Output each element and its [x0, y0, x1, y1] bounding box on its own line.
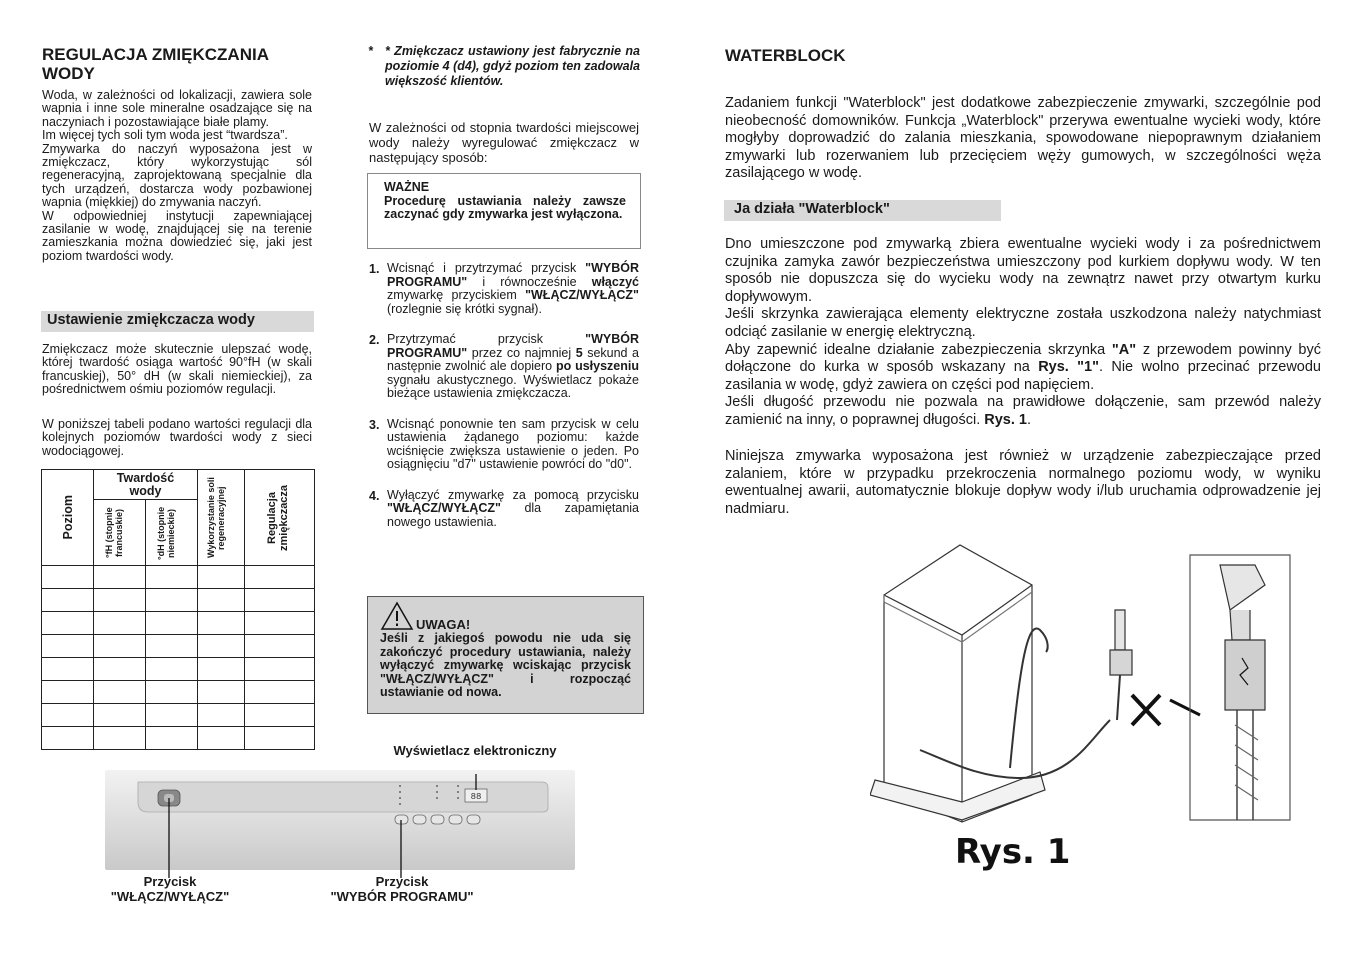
softener-setting-text: Zmiękczacz może skutecznie ulepszać wodę, której twardość osiąga wartość 90°fH (w skali francuskiej), 50° dH (w skali niemieckiej), za pośrednictwem ośmiu poziomów regulacji. [42, 342, 312, 397]
waterblock-intro-text: Zadaniem funkcji "Waterblock" jest dodatkowe zabezpieczenie zmywarki, szczególnie pod nieobecność domowników. Funkcja „Waterblock" przerywa ewentualne wycieki wody, które mogłyby doprowadzić do zalania mieszkania, spowodowane niepoprawnym działaniem zmywarki lub rozerwaniem lub przecięciem węży gumowych, w szczególności węża zasilającego w wodę. [725, 95, 1321, 182]
display-digits: 88 [470, 792, 482, 802]
warning-box: UWAGA! Jeśli z jakiegoś powodu nie uda się zakończyć procedury ustawiania, należy wyłączyć zmywarkę wciskając przycisk "WŁĄCZ/WYŁĄCZ" i rozpocząć ustawianie od nowa. [367, 596, 644, 714]
table-header-hardness: Twardość wody [94, 470, 198, 500]
subheading-softener-setting: Ustawienie zmiękczacza wody [41, 311, 314, 332]
important-box: WAŻNE Procedurę ustawiania należy zawsze zaczynać gdy zmywarka jest wyłączona. [367, 173, 641, 249]
section-title-waterblock: WATERBLOCK [725, 46, 846, 65]
how-it-works-text: Dno umieszczone pod zmywarką zbiera ewentualne wycieki wody i za pośrednictwem czujnika zamyka zawór bezpieczeństwa umieszczony pod kurkiem dopływu wody. W ten sposób nie dopuszcza się do wycieku wody na zewnątrz nawet przy otwartym kurku dopływowym. Jeśli skrzynka zawierająca elementy elektryczne została uszkodzona należy natychmiast odciąć zasilanie w energię elektryczną. Aby zapewnić idealne działanie zabezpieczenia skrzynka "A" z przewodem powinny być dołączone do kurka w sposób wskazany na Rys. "1". Nie wolno przecinać przewodu zasilania w wodę, gdyż zawiera on części pod napięciem. Jeśli długość przewodu nie pozwala na prawidłowe dołączenie, sam przewód należy zamienić na inny, o poprawnej długości. Rys. 1. [725, 236, 1321, 428]
factory-setting-note: * * Zmiękczacz ustawiony jest fabrycznie na poziomie 4 (d4), gdyż poziom ten zadowala większość klientów. [368, 44, 640, 88]
softener-intro-text: Woda, w zależności od lokalizacji, zawiera sole wapnia i inne sole mineralne osadzające się na naczyniach i pozostawiające białe plamy. Im więcej tych soli tym woda jest “twardsza”. Zmywarka do naczyń wyposażona jest w zmiękczacz, który wykorzystując sól regeneracyjną, zaprojektowaną specjalnie dla tych urządzeń, dostarcza wody pozbawionej wapnia (miękkiej) do zmywania naczyń. W odpowiedniej instytucji zapewniającej zasilanie w wodę, znajdującej się na terenie zamieszkania można dowiedzieć się, jaki jest poziom twardości wody. [42, 88, 312, 263]
table-row [42, 727, 315, 750]
step-item: 4. Wyłączyć zmywarkę za pomocą przycisku "WŁĄCZ/WYŁĄCZ" dla zapamiętania nowego ustawienia. [369, 487, 639, 529]
hardness-table [41, 469, 315, 750]
steps-list [369, 262, 639, 529]
step-item: 3. Wcisnąć ponownie ten sam przycisk w celu ustawienia żądanego poziomu: każde wciśnięcie zwiększa ustawienie o jeden. Po osiągnięciu "d7" ustawienie powróci do "d0". [369, 416, 639, 471]
table-intro-text: W poniższej tabeli podano wartości regulacji dla kolejnych poziomów twardości wody z sieci wodociągowej. [42, 417, 312, 458]
table-row [42, 635, 315, 658]
table-row [42, 612, 315, 635]
adjust-intro-text: W zależności od stopnia twardości miejscowej wody należy wyregulować zmiękczacz w następujący sposób: [369, 120, 639, 165]
table-header-salt: Wykorzystanie soli regeneracyjnej [198, 470, 245, 566]
step-item: 1. Wcisnąć i przytrzymać przycisk "WYBÓR PROGRAMU" i równocześnie włączyć zmywarkę przyciskiem "WŁĄCZ/WYŁĄCZ" (rozlegnie się krótki sygnał). [369, 261, 639, 316]
program-button-label: Przycisk "WYBÓR PROGRAMU" [330, 874, 474, 904]
subheading-how-it-works: Ja działa "Waterblock" [724, 200, 1001, 221]
figure-label: Rys. 1 [955, 832, 1071, 872]
table-row [42, 658, 315, 681]
table-row [42, 681, 315, 704]
warning-triangle-icon [380, 601, 414, 631]
table-header-level: Poziom [42, 470, 94, 566]
table-row [42, 566, 315, 589]
table-header-dh: °dH (stopnie niemieckie) [146, 500, 198, 566]
display-label: Wyświetlacz elektroniczny [393, 743, 557, 758]
table-row [42, 704, 315, 727]
table-row [42, 589, 315, 612]
table-header-regulation: Regulacja zmiękczacza [245, 470, 315, 566]
control-panel-illustration [100, 756, 580, 886]
section-title-softener: REGULACJA ZMIĘKCZANIA WODY [42, 45, 269, 83]
table-header-fh: °fH (stopnie francuskie) [94, 500, 146, 566]
waterblock-illustration [870, 540, 1320, 840]
step-item: 2. Przytrzymać przycisk "WYBÓR PROGRAMU" przez co najmniej 5 sekund a następnie zwolnić ale dopiero po usłyszeniu sygnału akustycznego. Wyświetlacz pokaże bieżące ustawienia zmiękczacza. [369, 332, 639, 400]
power-button-label: Przycisk "WŁĄCZ/WYŁĄCZ" [110, 874, 230, 904]
overflow-protection-text: Niniejsza zmywarka wyposażona jest również w urządzenie zabezpieczające przed zalaniem, które w przypadku przekroczenia normalnego poziomu wody, w wyniku ewentualnej awarii, automatycznie blokuje dopływ wody i/lub uruchamia odprowadzenie jej nadmiaru. [725, 448, 1321, 517]
